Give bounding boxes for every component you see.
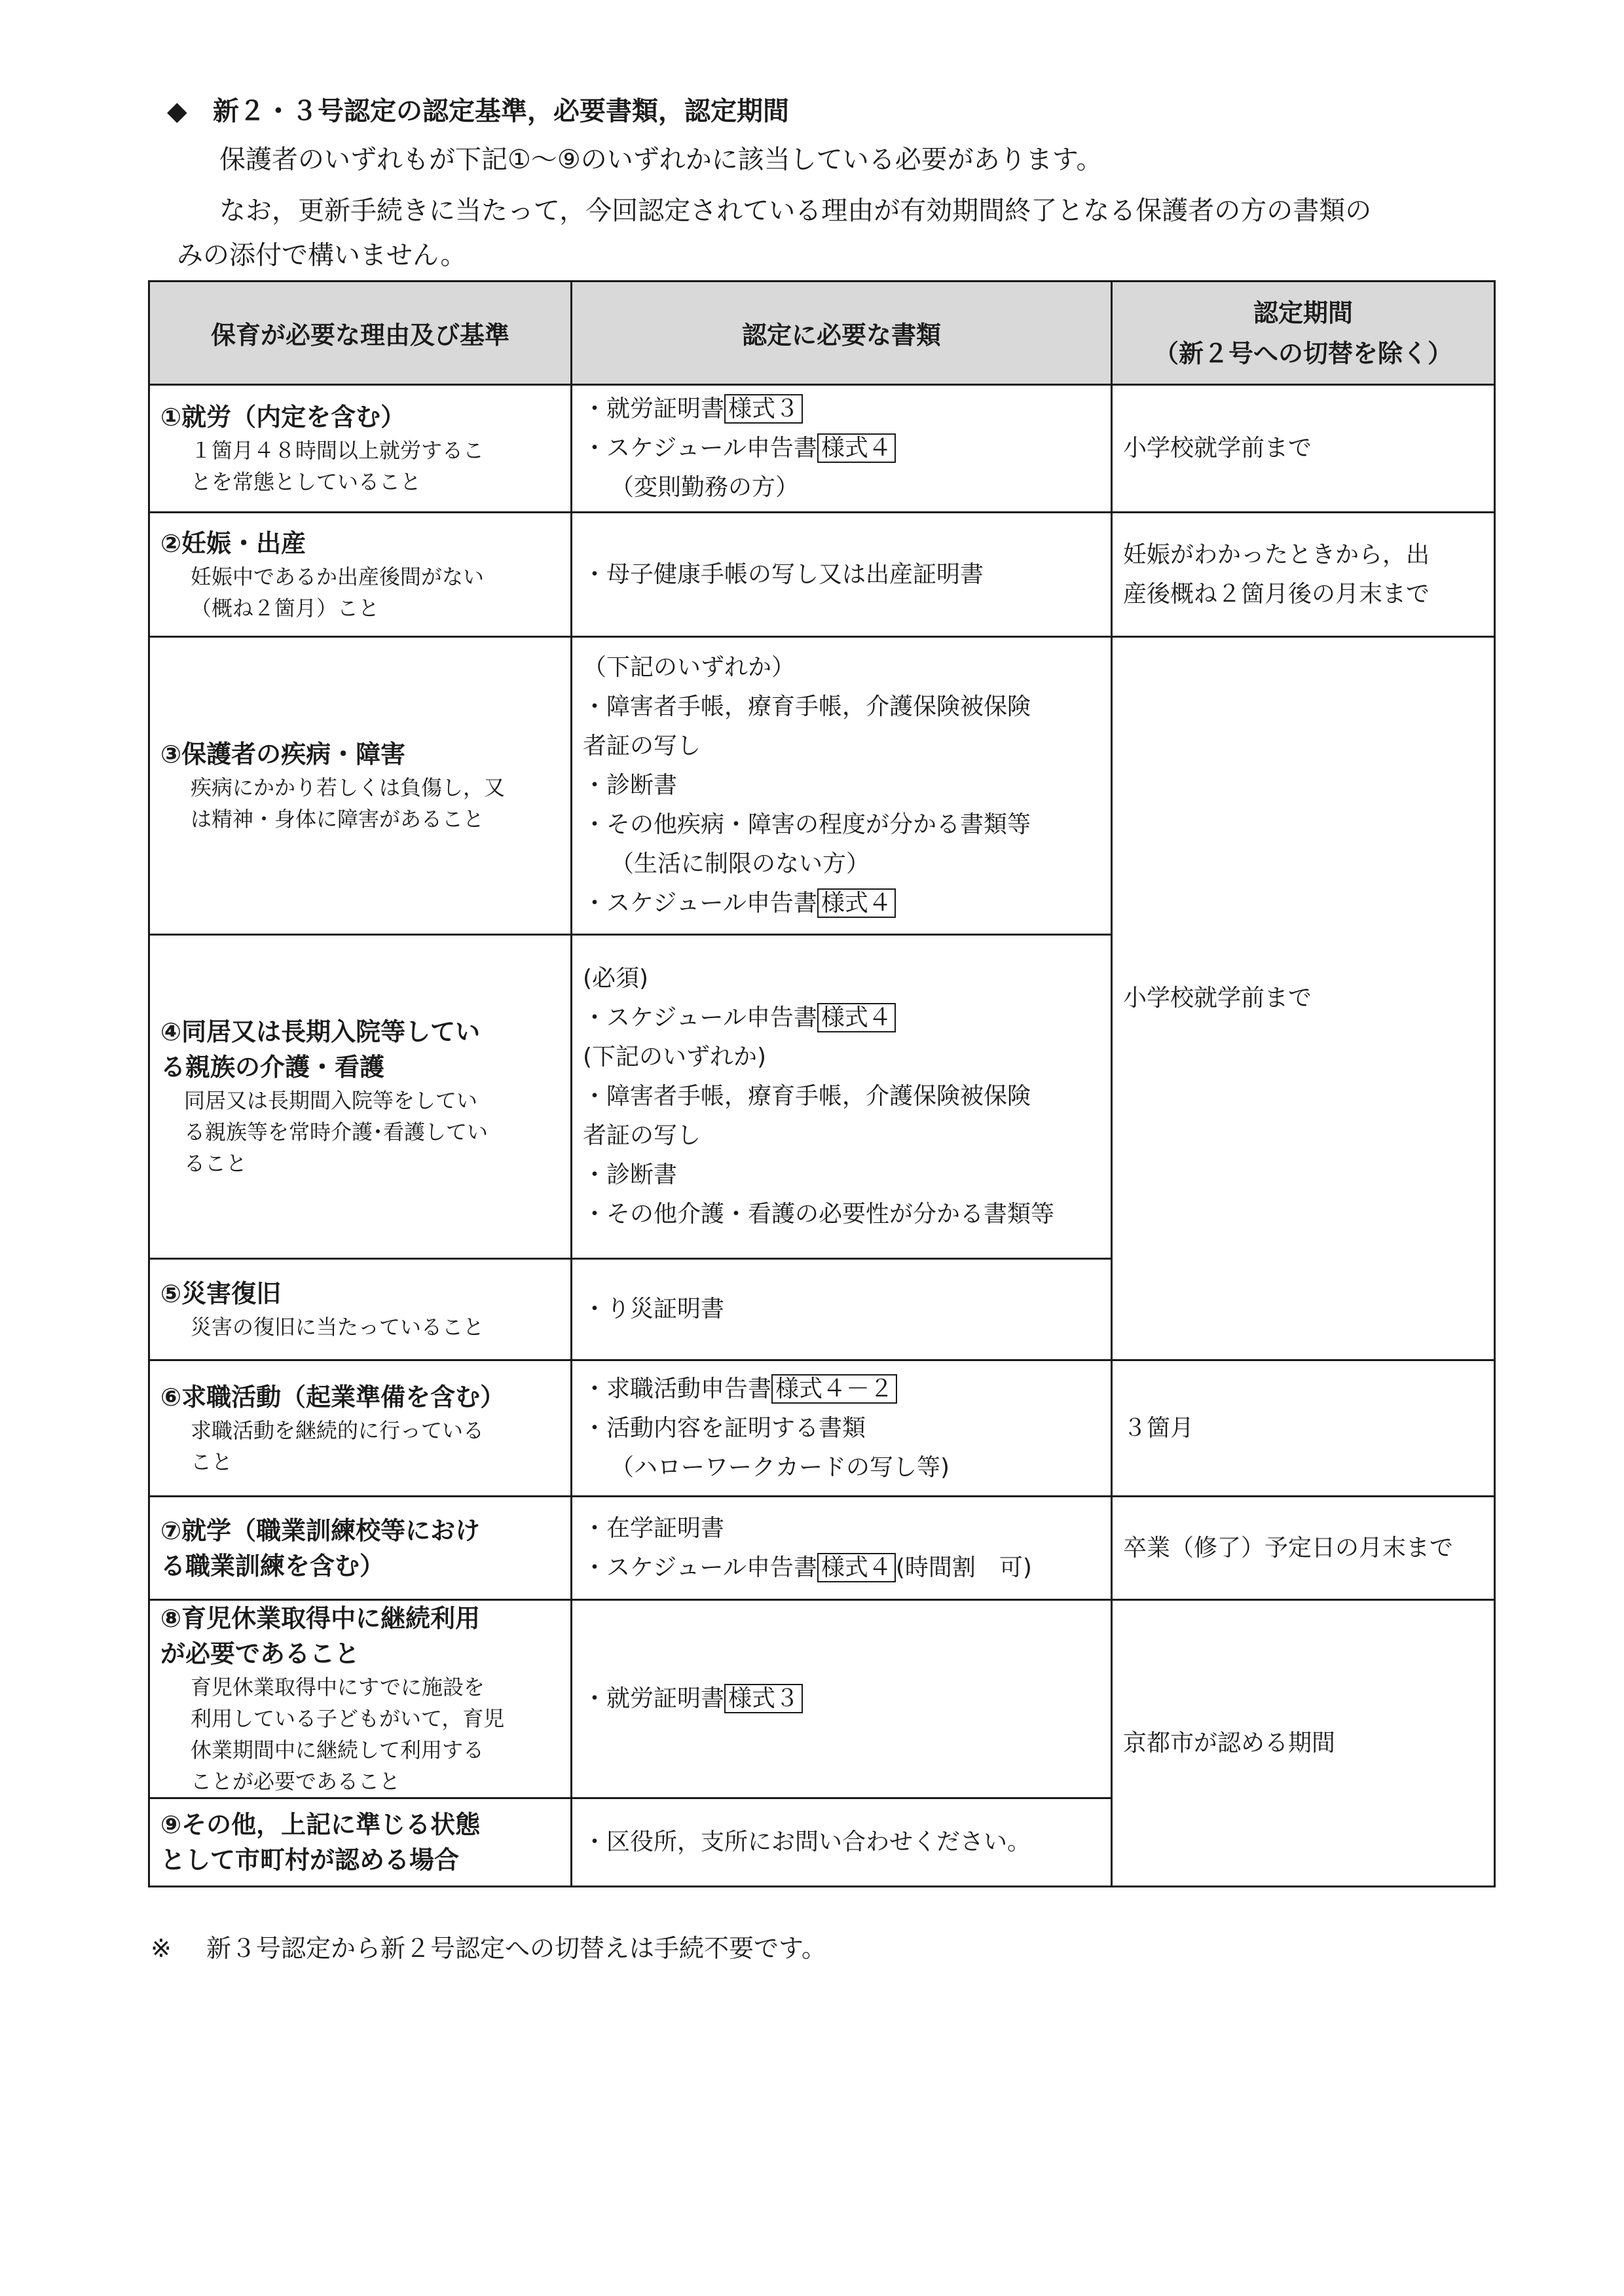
document-text: ・就労証明書: [583, 395, 725, 422]
document-text: ・スケジュール申告書: [583, 1004, 817, 1031]
reason-title: る職業訓練を含む）: [160, 1551, 385, 1580]
form-number-box: 様式４: [817, 1553, 896, 1582]
document-text: ・就労証明書: [583, 1685, 725, 1712]
document-item: [583, 1038, 1100, 1077]
document-item: [583, 1509, 1100, 1548]
header-reason: 保育が必要な理由及び基準: [149, 282, 572, 385]
period-cell: [1112, 513, 1495, 637]
reason-cell: [149, 637, 572, 935]
reason-title: ⑥求職活動（起業準備を含む）: [160, 1382, 506, 1412]
document-item: [583, 805, 1100, 845]
document-item: [583, 555, 1100, 594]
document-item: [583, 1548, 1100, 1588]
period-text: 妊娠がわかったときから，出: [1123, 541, 1430, 568]
intro-line-3: みの添付で構いません。: [177, 240, 467, 270]
reason-description: 利用している子どもがいて，育児: [191, 1706, 505, 1731]
document-text: ・在学証明書: [583, 1514, 725, 1542]
period-cell: [1112, 1600, 1495, 1887]
document-text: ・り災証明書: [583, 1296, 725, 1322]
document-item: [583, 1823, 1100, 1862]
reason-cell: [149, 1798, 572, 1887]
period-text: 卒業（修了）予定日の月末まで: [1123, 1534, 1454, 1561]
period-cell: [1112, 637, 1495, 1360]
header-period-line-1: 認定期間: [1253, 298, 1353, 327]
reason-cell: [149, 935, 572, 1259]
document-item: [583, 884, 1100, 923]
reason-description: 求職活動を継続的に行っている: [191, 1417, 485, 1443]
reason-cell: [149, 513, 572, 637]
period-text: 小学校就学前まで: [1123, 435, 1312, 462]
reason-description: １箇月４８時間以上就労するこ: [191, 438, 485, 463]
intro-line-1: 保護者のいずれもが下記①～⑨のいずれかに該当している必要があります。: [219, 145, 1103, 175]
period-text: 京都市が認める期間: [1123, 1729, 1336, 1757]
document-text: （生活に制限のない方）: [610, 850, 870, 877]
header-period-line-2: （新２号への切替を除く）: [1153, 338, 1452, 368]
period-text: 産後概ね２箇月後の月末まで: [1123, 580, 1430, 608]
document-item: [583, 1370, 1100, 1409]
reason-title: ⑦就学（職業訓練校等におけ: [160, 1516, 481, 1545]
reason-title: ②妊娠・出産: [160, 528, 306, 558]
reason-title: として市町村が認める場合: [160, 1846, 460, 1874]
reason-title: が必要であること: [160, 1639, 360, 1668]
period-cell: [1112, 385, 1495, 513]
document-text: (必須): [583, 965, 649, 992]
reason-description: 同居又は長期間入院等をしてい: [184, 1088, 478, 1113]
reason-title: ①就労（内定を含む）: [160, 403, 406, 431]
document-text: ・求職活動申告書: [583, 1375, 772, 1402]
document-text: 者証の写し: [583, 733, 701, 759]
required-documents-cell: [572, 1798, 1112, 1887]
document-text: 者証の写し: [583, 1122, 701, 1149]
table-row: [149, 513, 1495, 637]
required-documents-cell: [572, 1360, 1112, 1497]
document-text: ・スケジュール申告書: [583, 1554, 817, 1581]
form-number-box: 様式４: [817, 1003, 896, 1032]
footnote-text: 新３号認定から新２号認定への切替えは手続不要です。: [206, 1934, 826, 1963]
reason-description: （概ね２箇月）こと: [191, 595, 380, 621]
document-item: [583, 687, 1100, 727]
reason-description: 妊娠中であるか出産後間がない: [191, 564, 485, 589]
document-item: [583, 845, 1100, 884]
required-documents-cell: [572, 1600, 1112, 1798]
document-text: ・その他疾病・障害の程度が分かる書類等: [583, 811, 1031, 838]
period-text: 小学校就学前まで: [1123, 985, 1312, 1011]
reason-cell: [149, 1497, 572, 1600]
table-header-row: [149, 282, 1495, 385]
document-item: [583, 1409, 1100, 1448]
form-number-box: 様式３: [724, 394, 803, 424]
table-row: [149, 1600, 1495, 1798]
document-text: ・母子健康手帳の写し又は出産証明書: [583, 560, 984, 588]
reason-description: ことが必要であること: [191, 1769, 401, 1794]
reason-description: とを常態としていること: [191, 469, 422, 494]
document-text: ・スケジュール申告書: [583, 890, 817, 917]
document-item: [583, 468, 1100, 507]
document-item: [583, 429, 1100, 468]
reason-description: 疾病にかかり若しくは負傷し，又: [191, 775, 506, 800]
table-row: [149, 385, 1495, 513]
certification-table: [148, 280, 1496, 1887]
document-text: ・活動内容を証明する書類: [583, 1414, 866, 1442]
document-item: [583, 1290, 1100, 1329]
document-text: ・その他介護・看護の必要性が分かる書類等: [583, 1201, 1055, 1228]
reason-title: ⑨その他，上記に準じる状態: [160, 1810, 481, 1839]
document-text: （下記のいずれか）: [583, 654, 796, 681]
reason-description: 災害の復旧に当たっていること: [191, 1315, 485, 1339]
document-text: （ハローワークカードの写し等): [610, 1453, 950, 1481]
document-text: ・区役所，支所にお問い合わせください。: [583, 1829, 1031, 1855]
reason-cell: [149, 385, 572, 513]
header-period: [1112, 282, 1495, 385]
required-documents-cell: [572, 513, 1112, 637]
document-item: [583, 1077, 1100, 1116]
reference-mark-icon: ※: [151, 1934, 172, 1963]
document-text: ・障害者手帳，療育手帳，介護保険被保険: [583, 693, 1031, 720]
heading-title: 新２・３号認定の認定基準，必要書類，認定期間: [213, 96, 789, 126]
reason-title: ④同居又は長期入院等してい: [160, 1017, 481, 1046]
document-text: ・診断書: [583, 1161, 678, 1188]
period-cell: [1112, 1497, 1495, 1600]
document-text: (下記のいずれか): [583, 1044, 767, 1070]
reason-description: は精神・身体に障害があること: [191, 807, 485, 831]
required-documents-cell: [572, 637, 1112, 935]
document-item: [583, 766, 1100, 805]
footnote: [151, 1928, 826, 1964]
form-number-box: 様式４: [817, 433, 896, 463]
document-text: ・障害者手帳，療育手帳，介護保険被保険: [583, 1083, 1031, 1110]
document-item: [583, 727, 1100, 766]
reason-description: 休業期間中に継続して利用する: [191, 1738, 485, 1762]
table-row: [149, 1497, 1495, 1600]
document-item: [583, 1448, 1100, 1487]
reason-description: ること: [184, 1151, 248, 1176]
document-item: [583, 959, 1100, 998]
document-item: [583, 648, 1100, 687]
document-item: [583, 390, 1100, 429]
reason-title: ③保護者の疾病・障害: [160, 740, 406, 769]
document-item: [583, 1156, 1100, 1195]
form-number-box: 様式４: [817, 888, 896, 918]
document-item: [583, 1195, 1100, 1234]
reason-cell: [149, 1360, 572, 1497]
document-item: [583, 1116, 1100, 1156]
document-text: （変則勤務の方）: [610, 474, 800, 501]
reason-title: ⑤災害復旧: [160, 1279, 282, 1308]
diamond-bullet-icon: ◆: [167, 96, 187, 126]
section-heading: [167, 90, 789, 128]
document-text: ・スケジュール申告書: [583, 435, 817, 462]
period-text: ３箇月: [1123, 1414, 1194, 1442]
reason-cell: [149, 1259, 572, 1360]
header-docs: 認定に必要な書類: [572, 282, 1112, 385]
reason-title: ⑧育児休業取得中に継続利用: [160, 1604, 481, 1633]
reason-title: る親族の介護・看護: [160, 1053, 385, 1082]
document-item: [583, 998, 1100, 1038]
intro-line-2: なお，更新手続きに当たって，今回認定されている理由が有効期間終了となる保護者の方の書類の: [219, 196, 1372, 226]
required-documents-cell: [572, 1259, 1112, 1360]
reason-description: る親族等を常時介護･看護してい: [184, 1120, 489, 1144]
document-text: ・診断書: [583, 772, 678, 799]
form-number-box: 様式３: [724, 1684, 803, 1713]
required-documents-cell: [572, 385, 1112, 513]
reason-description: こと: [191, 1449, 233, 1474]
reason-description: 育児休業取得中にすでに施設を: [191, 1675, 485, 1700]
required-documents-cell: [572, 1497, 1112, 1600]
table-row: [149, 1360, 1495, 1497]
document-item: [583, 1679, 1100, 1719]
period-cell: [1112, 1360, 1495, 1497]
reason-cell: [149, 1600, 572, 1798]
form-number-box: 様式４－２: [771, 1374, 897, 1404]
document-suffix: (時間割 可): [895, 1554, 1032, 1581]
required-documents-cell: [572, 935, 1112, 1259]
table-row: [149, 637, 1495, 935]
